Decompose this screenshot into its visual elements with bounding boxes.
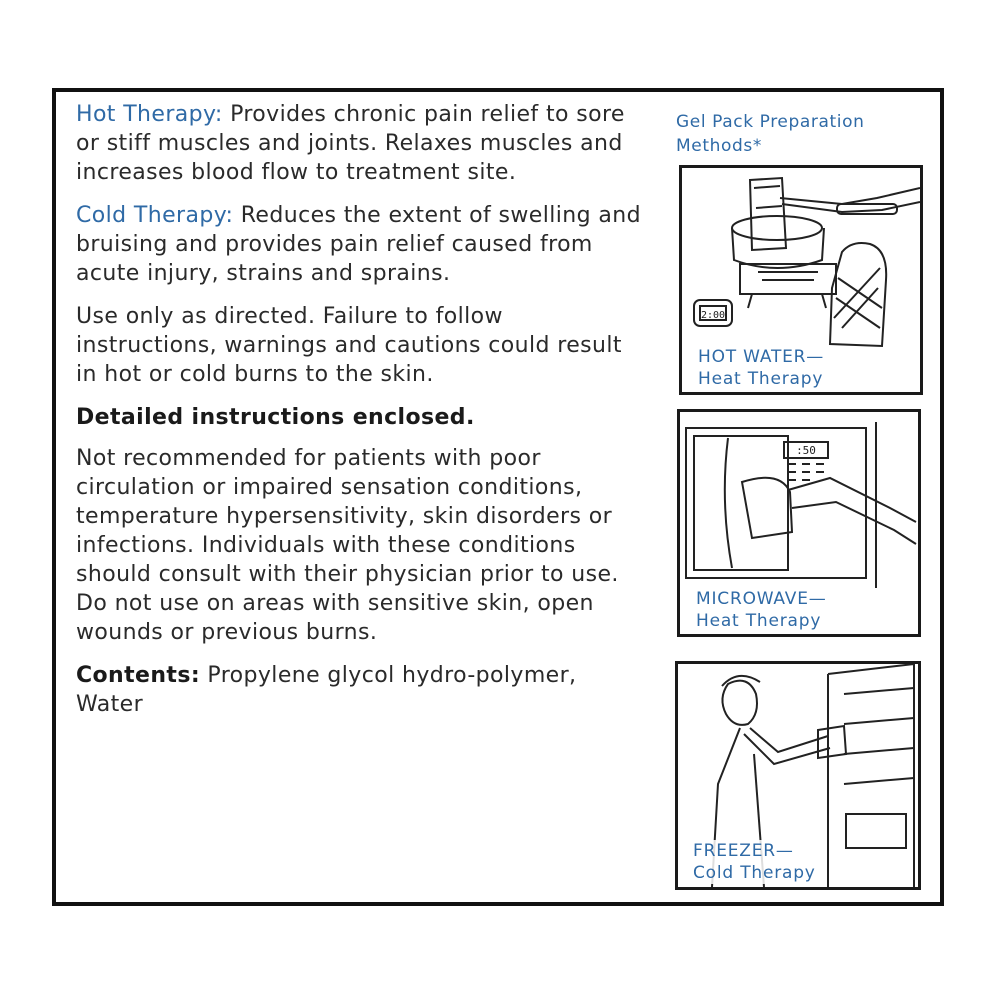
freezer-illustration (675, 661, 921, 890)
microwave-caption (696, 588, 831, 632)
freezer-caption-line1: FREEZER— (693, 841, 794, 861)
freezer-caption-line2: Cold Therapy (693, 863, 816, 883)
detailed-instructions-note: Detailed instructions enclosed. (76, 405, 475, 430)
not-recommended-text: Not recommended for patients with poor circulation or impaired sensation conditions, temperature hypersensitivity, skin disorders or infections. Individuals with these conditions should consult with their physician prior to use. Do not use on areas with sensitive skin, open wounds or previous burns. (76, 446, 619, 645)
hot-water-illustration (679, 165, 923, 395)
hot-therapy-paragraph (76, 100, 646, 187)
hot-water-caption (698, 346, 828, 390)
hot-therapy-heading: Hot Therapy: (76, 102, 223, 127)
hot-therapy-text: Provides chronic pain relief to sore or stiff muscles and joints. Relaxes muscles and increases blood flow to treatment site. (76, 102, 625, 185)
cold-therapy-heading: Cold Therapy: (76, 203, 234, 228)
cold-therapy-paragraph (76, 201, 646, 288)
microwave-timer-readout: :50 (796, 444, 816, 457)
hot-water-caption-line1: HOT WATER— (698, 347, 825, 367)
microwave-illustration (677, 409, 921, 637)
hot-water-timer-readout: 2:00 (700, 310, 726, 321)
contents-text: Propylene glycol hydro-polymer, Water (76, 663, 577, 717)
hot-water-caption-line2: Heat Therapy (698, 369, 824, 389)
instructions-column (76, 100, 646, 733)
prep-methods-title: Gel Pack Preparation Methods* (676, 112, 865, 156)
contents-paragraph (76, 661, 646, 719)
contents-heading: Contents: (76, 663, 201, 688)
freezer-caption (693, 840, 820, 884)
microwave-caption-line2: Heat Therapy (696, 611, 822, 631)
microwave-caption-line1: MICROWAVE— (696, 589, 827, 609)
cold-therapy-text: Reduces the extent of swelling and bruising and provides pain relief caused from acute injury, strains and sprains. (76, 203, 641, 286)
warning-text: Use only as directed. Failure to follow instructions, warnings and cautions could result in hot or cold burns to the skin. (76, 304, 622, 387)
